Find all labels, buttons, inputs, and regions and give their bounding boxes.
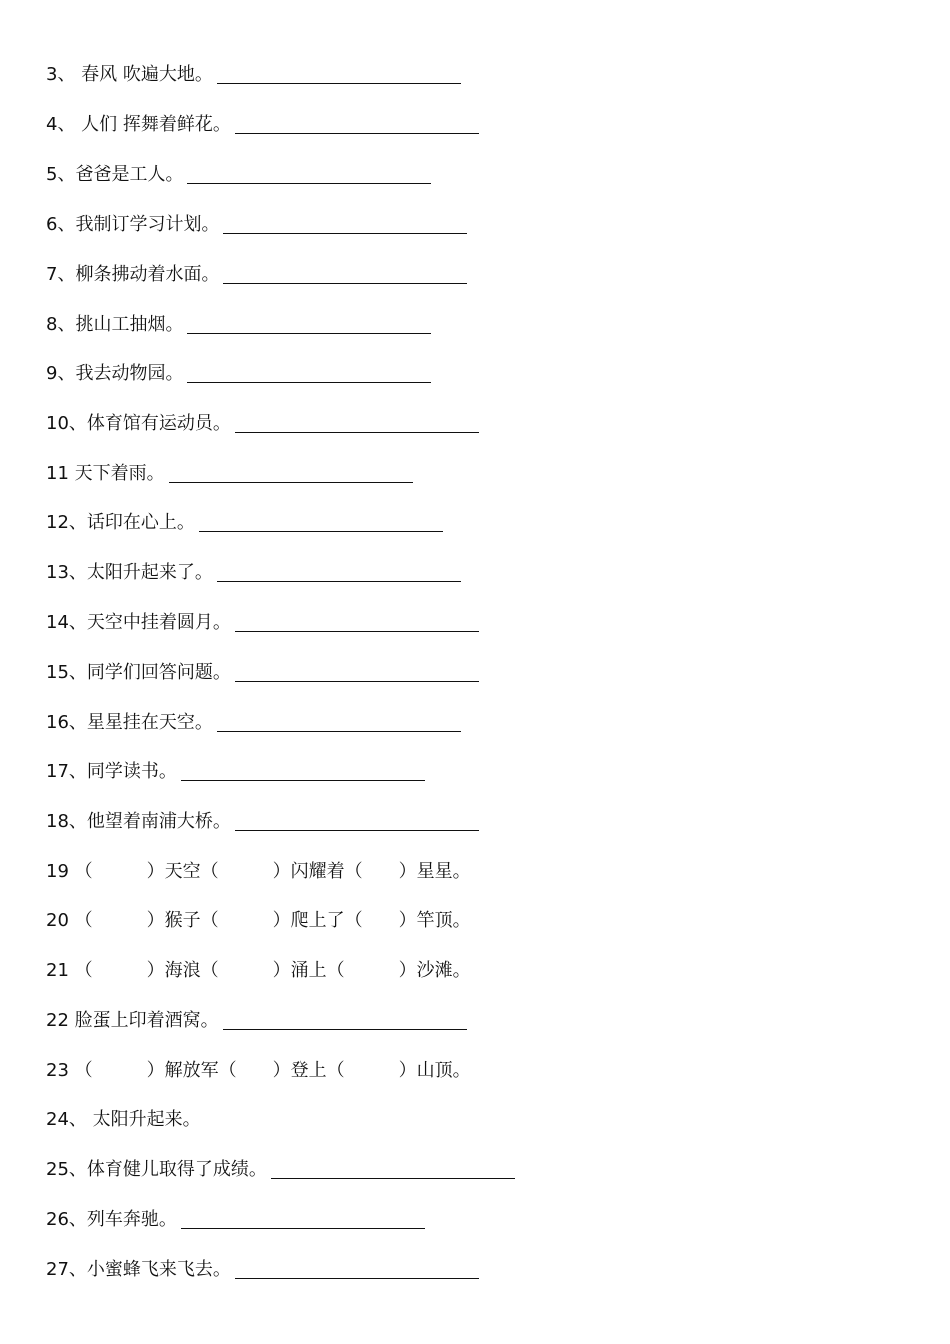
exercise-item bbox=[46, 211, 467, 239]
exercise-sentence: 20 （ ）猴子（ ）爬上了（ ）竿顶。 bbox=[46, 910, 471, 931]
exercise-item bbox=[46, 1206, 425, 1234]
exercise-item bbox=[46, 907, 471, 935]
exercise-item bbox=[46, 758, 425, 786]
exercise-sentence: 21 （ ）海浪（ ）涌上（ ）沙滩。 bbox=[46, 960, 471, 981]
answer-blank-line[interactable] bbox=[199, 531, 443, 532]
answer-blank-line[interactable] bbox=[217, 581, 461, 582]
exercise-item bbox=[46, 311, 431, 339]
answer-blank-line[interactable] bbox=[235, 432, 479, 433]
exercise-item bbox=[46, 659, 479, 687]
exercise-sentence: 19 （ ）天空（ ）闪耀着（ ）星星。 bbox=[46, 861, 471, 882]
exercise-item bbox=[46, 559, 461, 587]
exercise-sentence: 26、列车奔驰。 bbox=[46, 1209, 177, 1230]
exercise-item bbox=[46, 410, 479, 438]
exercise-item bbox=[46, 1106, 201, 1134]
exercise-item bbox=[46, 161, 431, 189]
exercise-item bbox=[46, 957, 471, 985]
exercise-sentence: 13、太阳升起来了。 bbox=[46, 562, 213, 583]
answer-blank-line[interactable] bbox=[217, 83, 461, 84]
exercise-sentence: 17、同学读书。 bbox=[46, 761, 177, 782]
answer-blank-line[interactable] bbox=[235, 830, 479, 831]
answer-blank-line[interactable] bbox=[235, 631, 479, 632]
answer-blank-line[interactable] bbox=[187, 382, 431, 383]
exercise-sentence: 18、他望着南浦大桥。 bbox=[46, 811, 231, 832]
answer-blank-line[interactable] bbox=[235, 681, 479, 682]
answer-blank-line[interactable] bbox=[223, 1029, 467, 1030]
exercise-sentence: 14、天空中挂着圆月。 bbox=[46, 612, 231, 633]
answer-blank-line[interactable] bbox=[235, 133, 479, 134]
exercise-item bbox=[46, 261, 467, 289]
answer-blank-line[interactable] bbox=[217, 731, 461, 732]
exercise-sentence: 8、挑山工抽烟。 bbox=[46, 314, 184, 335]
exercise-sentence: 24、 太阳升起来。 bbox=[46, 1109, 201, 1130]
answer-blank-line[interactable] bbox=[169, 482, 413, 483]
exercise-sentence: 23 （ ）解放军（ ）登上（ ）山顶。 bbox=[46, 1060, 471, 1081]
exercise-sentence: 16、星星挂在天空。 bbox=[46, 712, 213, 733]
exercise-sentence: 7、柳条拂动着水面。 bbox=[46, 264, 220, 285]
answer-blank-line[interactable] bbox=[223, 283, 467, 284]
exercise-sentence: 12、话印在心上。 bbox=[46, 512, 195, 533]
exercise-item bbox=[46, 1007, 467, 1035]
answer-blank-line[interactable] bbox=[187, 333, 431, 334]
exercise-sentence: 6、我制订学习计划。 bbox=[46, 214, 220, 235]
answer-blank-line[interactable] bbox=[187, 183, 431, 184]
exercise-item bbox=[46, 61, 461, 89]
exercise-item bbox=[46, 709, 461, 737]
exercise-sentence: 25、体育健儿取得了成绩。 bbox=[46, 1159, 267, 1180]
exercise-item bbox=[46, 111, 479, 139]
exercise-sentence: 4、 人们 挥舞着鲜花。 bbox=[46, 114, 231, 135]
exercise-item bbox=[46, 808, 479, 836]
answer-blank-line[interactable] bbox=[271, 1178, 515, 1179]
exercise-sentence: 10、体育馆有运动员。 bbox=[46, 413, 231, 434]
exercise-sentence: 3、 春风 吹遍大地。 bbox=[46, 64, 213, 85]
exercise-sentence: 15、同学们回答问题。 bbox=[46, 662, 231, 683]
exercise-item bbox=[46, 609, 479, 637]
exercise-sentence: 27、小蜜蜂飞来飞去。 bbox=[46, 1259, 231, 1280]
answer-blank-line[interactable] bbox=[181, 780, 425, 781]
exercise-item bbox=[46, 360, 431, 388]
exercise-item bbox=[46, 509, 443, 537]
exercise-sentence: 9、我去动物园。 bbox=[46, 363, 184, 384]
answer-blank-line[interactable] bbox=[235, 1278, 479, 1279]
exercise-item bbox=[46, 1156, 515, 1184]
exercise-item bbox=[46, 1057, 471, 1085]
exercise-sentence: 22 脸蛋上印着酒窝。 bbox=[46, 1010, 219, 1031]
answer-blank-line[interactable] bbox=[223, 233, 467, 234]
exercise-item bbox=[46, 858, 471, 886]
exercise-sentence: 11 天下着雨。 bbox=[46, 463, 165, 484]
exercise-item bbox=[46, 460, 413, 488]
answer-blank-line[interactable] bbox=[181, 1228, 425, 1229]
exercise-sentence: 5、爸爸是工人。 bbox=[46, 164, 184, 185]
exercise-item bbox=[46, 1256, 479, 1284]
